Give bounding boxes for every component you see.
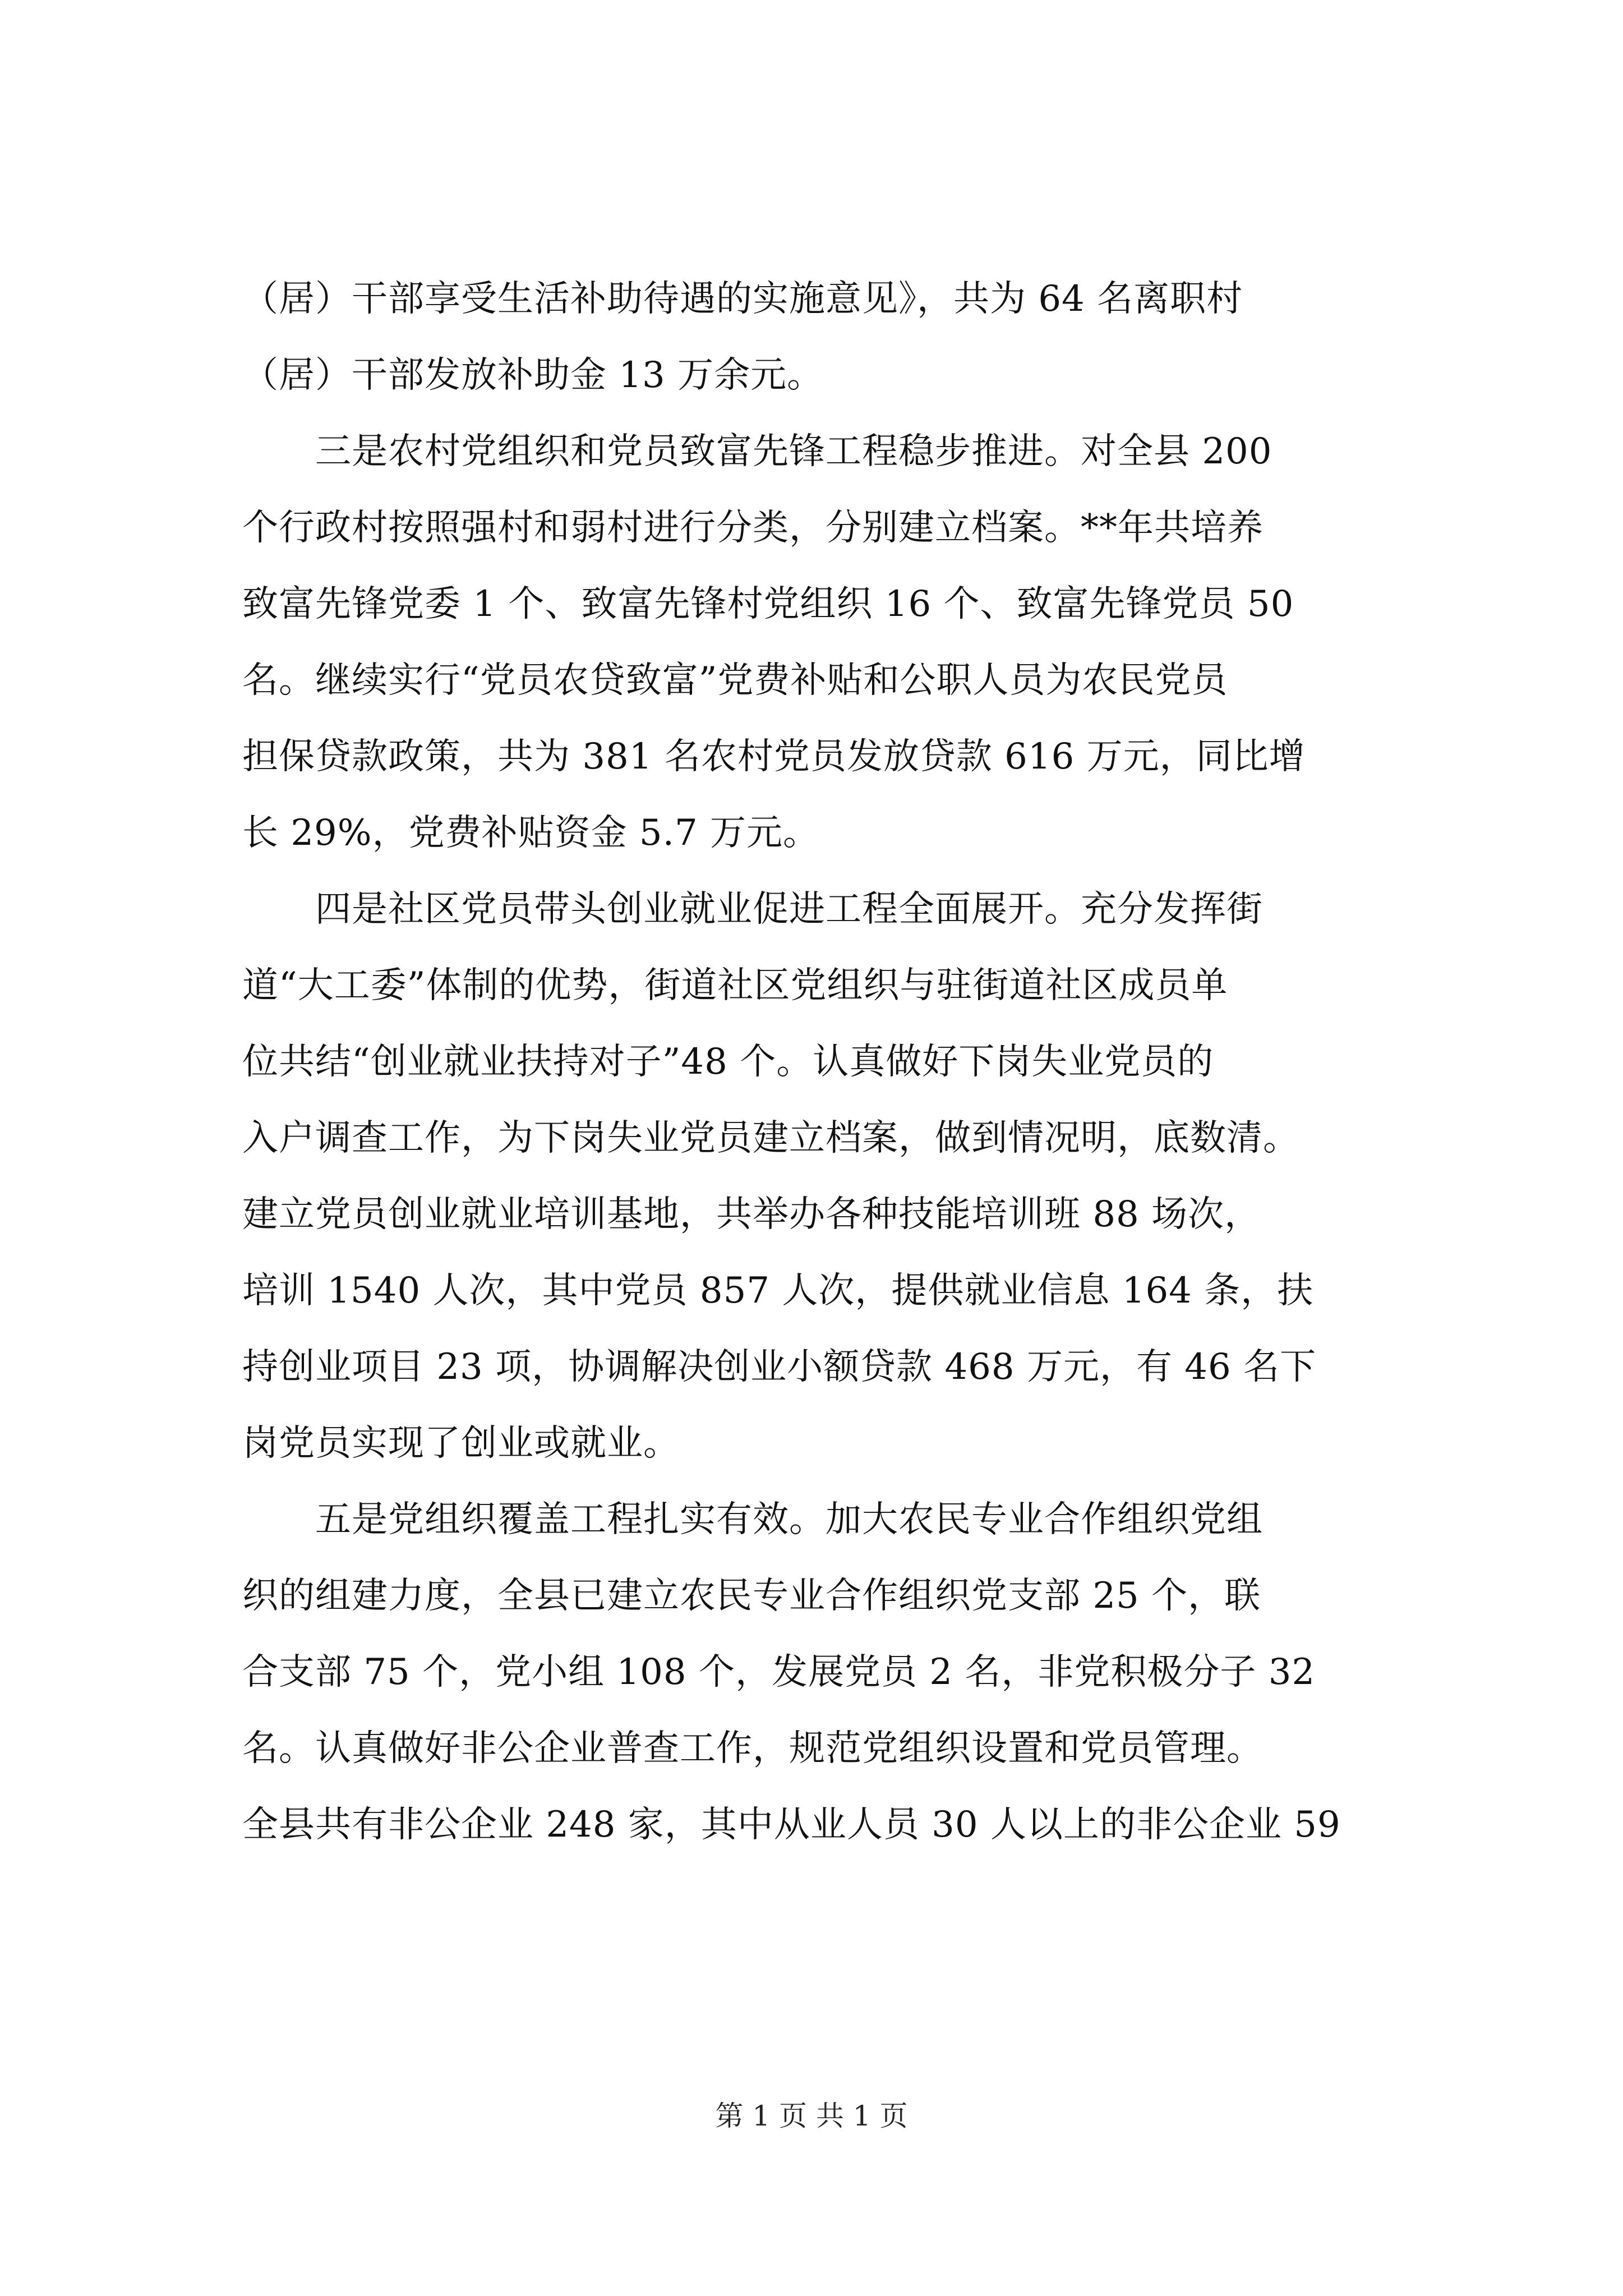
text-line: 道“大工委”体制的优势，街道社区党组织与驻街道社区成员单 [242,965,1228,1006]
text-line: 织的组建力度，全县已建立农民专业合作组织党支部 25 个，联 [242,1575,1261,1617]
text-line: 岗党员实现了创业或就业。 [242,1423,680,1464]
text-line: 长 29%，党费补贴资金 5.7 万元。 [242,812,820,854]
text-line: 全县共有非公企业 248 家，其中从业人员 30 人以上的非公企业 59 [242,1804,1341,1846]
text-line: 名。继续实行“党员农贷致富”党费补贴和公职人员为农民党员 [242,660,1228,701]
text-line: 位共结“创业就业扶持对子”48 个。认真做好下岗失业党员的 [242,1041,1214,1083]
text-line: 五是党组织覆盖工程扎实有效。加大农民专业合作组织党组 [242,1499,1263,1540]
text-line: 个行政村按照强村和弱村进行分类，分别建立档案。**年共培养 [242,507,1264,549]
text-line: 名。认真做好非公企业普查工作，规范党组织设置和党员管理。 [242,1728,1263,1769]
text-line: 三是农村党组织和党员致富先锋工程稳步推进。对全县 200 [242,431,1272,472]
text-line: 建立党员创业就业培训基地，共举办各种技能培训班 88 场次， [242,1194,1261,1235]
text-line: 持创业项目 23 项，协调解决创业小额贷款 468 万元，有 46 名下 [242,1346,1317,1388]
text-line: （居）干部享受生活补助待遇的实施意见》，共为 64 名离职村 [242,278,1243,320]
text-line: （居）干部发放补助金 13 万余元。 [242,355,824,396]
text-line: 担保贷款政策，共为 381 名农村党员发放贷款 616 万元，同比增 [242,736,1306,777]
text-line: 合支部 75 个，党小组 108 个，发展党员 2 名，非党积极分子 32 [242,1651,1316,1693]
text-line: 致富先锋党委 1 个、致富先锋村党组织 16 个、致富先锋党员 50 [242,583,1294,625]
page-number-footer: 第 1 页 共 1 页 [715,2100,908,2132]
text-line: 培训 1540 人次，其中党员 857 人次，提供就业信息 164 条，扶 [242,1270,1314,1312]
text-line: 入户调查工作，为下岗失业党员建立档案，做到情况明，底数清。 [242,1117,1299,1159]
document-body [242,261,1414,1863]
text-line: 四是社区党员带头创业就业促进工程全面展开。充分发挥街 [242,889,1263,930]
